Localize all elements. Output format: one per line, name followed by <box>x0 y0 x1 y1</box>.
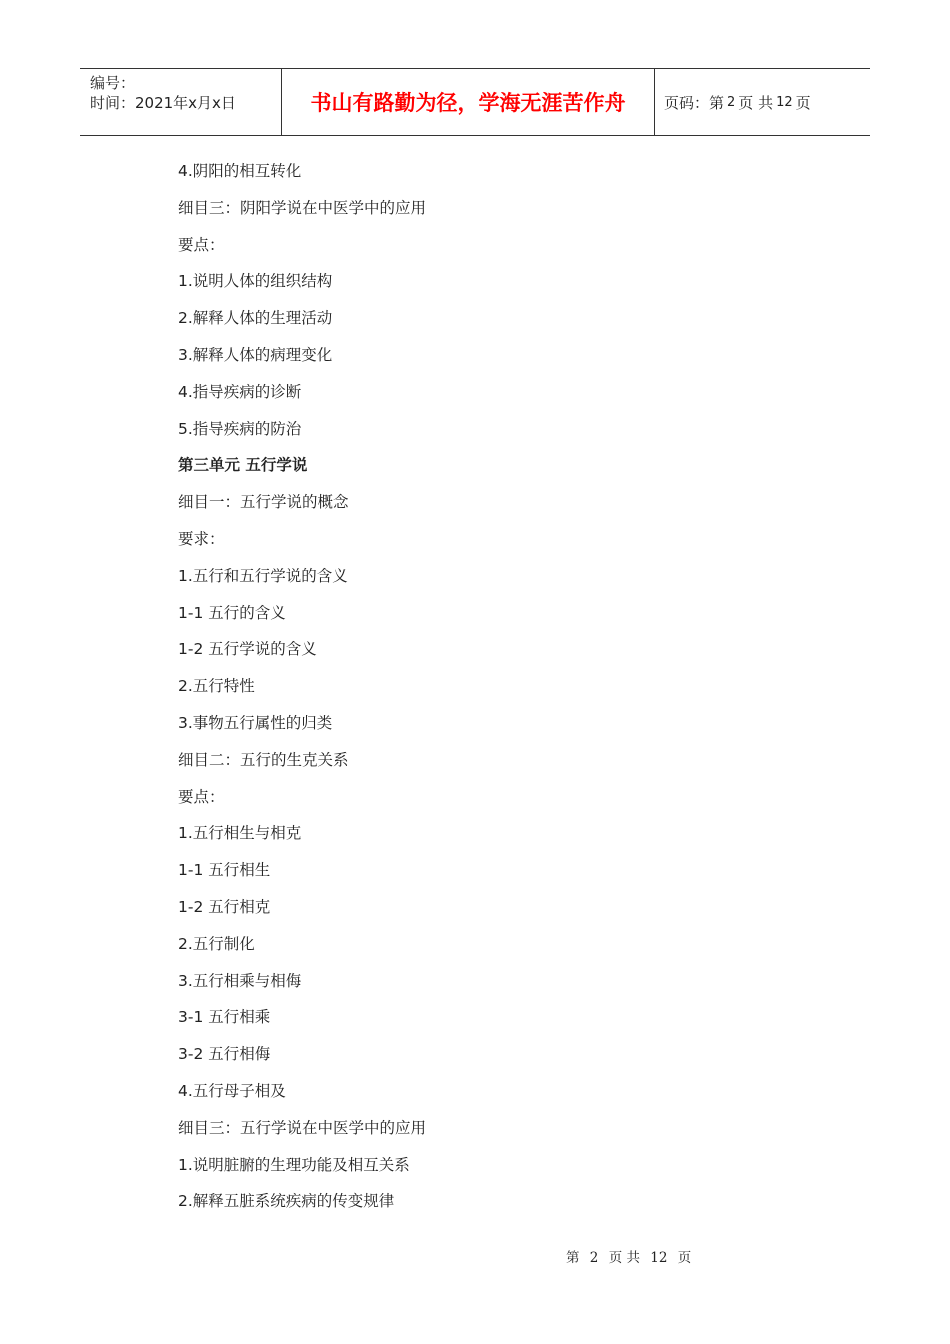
body-line: 1.说明脏腑的生理功能及相互关系 <box>178 1155 410 1174</box>
body-line: 1.五行相生与相克 <box>178 824 302 843</box>
header-meta <box>80 69 282 135</box>
section-heading: 第三单元 五行学说 <box>178 456 308 475</box>
body-line: 1-1 五行相生 <box>178 861 271 880</box>
header-page-suffix: 页 <box>795 93 811 112</box>
body-line: 1-2 五行相克 <box>178 897 271 916</box>
body-line: 3-1 五行相乘 <box>178 1008 271 1027</box>
footer-total: 12 <box>650 1250 668 1266</box>
body-line: 1.五行和五行学说的含义 <box>178 566 348 585</box>
body-line: 5.指导疾病的防治 <box>178 419 302 438</box>
time-label: 时间：2021年x月x日 <box>90 94 236 112</box>
header-page-prefix: 页码：第 <box>664 93 725 112</box>
body-line: 4.指导疾病的诊断 <box>178 382 302 401</box>
footer-suffix: 页 <box>677 1250 692 1266</box>
body-line: 2.解释五脏系统疾病的传变规律 <box>178 1192 395 1211</box>
body-line: 要求： <box>178 529 225 548</box>
body-line: 1-2 五行学说的含义 <box>178 640 317 659</box>
document-body <box>178 156 798 1223</box>
page-header <box>80 68 870 136</box>
header-page-info <box>655 69 870 135</box>
number-label: 编号： <box>90 74 136 92</box>
body-line: 细目三：阴阳学说在中医学中的应用 <box>178 198 427 217</box>
header-page-current: 2 <box>727 94 736 110</box>
body-line: 4.阴阳的相互转化 <box>178 162 302 180</box>
header-page-total: 12 <box>776 94 793 110</box>
body-line: 细目二：五行的生克关系 <box>178 750 349 769</box>
body-line: 1-1 五行的含义 <box>178 603 286 622</box>
body-line: 3-2 五行相侮 <box>178 1045 271 1064</box>
body-line: 3.事物五行属性的归类 <box>178 713 333 732</box>
body-line: 3.五行相乘与相侮 <box>178 971 302 990</box>
footer-page-number <box>563 1246 694 1266</box>
footer-mid: 页 共 <box>608 1250 640 1266</box>
body-line: 要点： <box>178 235 225 254</box>
body-line: 要点： <box>178 787 225 806</box>
body-line: 2.五行制化 <box>178 934 255 953</box>
body-line: 2.五行特性 <box>178 677 255 696</box>
body-line: 1.说明人体的组织结构 <box>178 272 333 291</box>
footer-current: 2 <box>589 1250 599 1266</box>
body-line: 细目三：五行学说在中医学中的应用 <box>178 1118 427 1137</box>
header-motto: 书山有路勤为径，学海无涯苦作舟 <box>282 69 655 135</box>
body-line: 细目一：五行学说的概念 <box>178 493 349 512</box>
body-line: 2.解释人体的生理活动 <box>178 309 333 328</box>
body-line: 3.解释人体的病理变化 <box>178 345 333 364</box>
header-page-mid: 页 共 <box>738 93 774 112</box>
footer-prefix: 第 <box>566 1250 580 1266</box>
body-line: 4.五行母子相及 <box>178 1081 286 1100</box>
